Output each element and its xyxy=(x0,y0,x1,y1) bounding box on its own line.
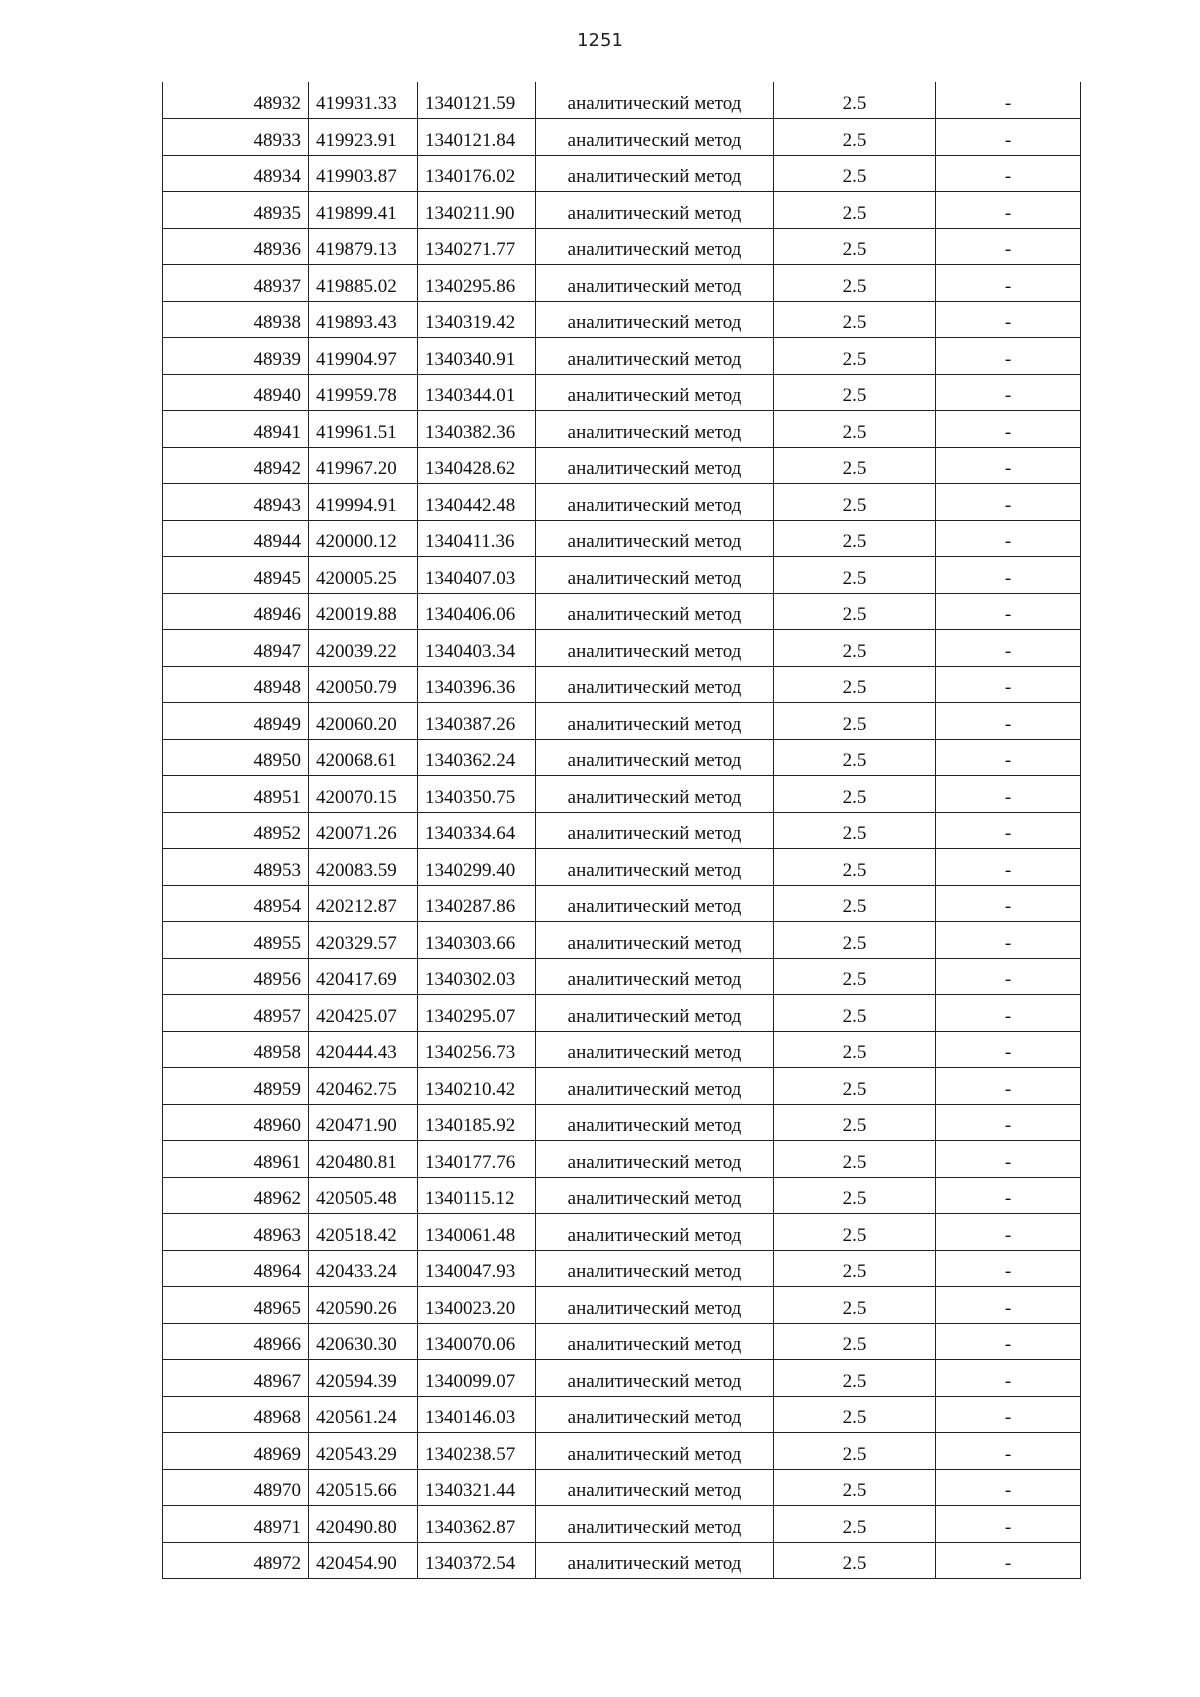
x-coordinate-cell: 420462.75 xyxy=(309,1068,418,1105)
method-cell: аналитический метод xyxy=(536,812,774,849)
y-coordinate-cell: 1340387.26 xyxy=(418,703,536,740)
y-coordinate-cell: 1340115.12 xyxy=(418,1177,536,1214)
y-coordinate-cell: 1340428.62 xyxy=(418,447,536,484)
accuracy-cell: 2.5 xyxy=(774,739,936,776)
accuracy-cell: 2.5 xyxy=(774,666,936,703)
method-cell: аналитический метод xyxy=(536,1104,774,1141)
table-row xyxy=(163,228,1081,265)
note-cell: - xyxy=(936,812,1081,849)
method-cell: аналитический метод xyxy=(536,739,774,776)
point-number-cell: 48937 xyxy=(163,265,309,302)
page-number: 1251 xyxy=(577,30,623,51)
accuracy-cell: 2.5 xyxy=(774,776,936,813)
note-cell: - xyxy=(936,1104,1081,1141)
y-coordinate-cell: 1340319.42 xyxy=(418,301,536,338)
table-row xyxy=(163,958,1081,995)
note-cell: - xyxy=(936,301,1081,338)
accuracy-cell: 2.5 xyxy=(774,155,936,192)
note-cell: - xyxy=(936,447,1081,484)
accuracy-cell: 2.5 xyxy=(774,1104,936,1141)
table-row xyxy=(163,520,1081,557)
accuracy-cell: 2.5 xyxy=(774,1396,936,1433)
note-cell: - xyxy=(936,849,1081,886)
y-coordinate-cell: 1340070.06 xyxy=(418,1323,536,1360)
y-coordinate-cell: 1340350.75 xyxy=(418,776,536,813)
table-row xyxy=(163,666,1081,703)
method-cell: аналитический метод xyxy=(536,885,774,922)
x-coordinate-cell: 419899.41 xyxy=(309,192,418,229)
accuracy-cell: 2.5 xyxy=(774,557,936,594)
method-cell: аналитический метод xyxy=(536,411,774,448)
point-number-cell: 48960 xyxy=(163,1104,309,1141)
y-coordinate-cell: 1340238.57 xyxy=(418,1433,536,1470)
note-cell: - xyxy=(936,1396,1081,1433)
point-number-cell: 48963 xyxy=(163,1214,309,1251)
coordinates-table xyxy=(162,82,1081,1579)
y-coordinate-cell: 1340295.86 xyxy=(418,265,536,302)
y-coordinate-cell: 1340121.59 xyxy=(418,82,536,119)
x-coordinate-cell: 420060.20 xyxy=(309,703,418,740)
note-cell: - xyxy=(936,1360,1081,1397)
point-number-cell: 48942 xyxy=(163,447,309,484)
note-cell: - xyxy=(936,1141,1081,1178)
x-coordinate-cell: 420425.07 xyxy=(309,995,418,1032)
x-coordinate-cell: 420454.90 xyxy=(309,1542,418,1579)
point-number-cell: 48932 xyxy=(163,82,309,119)
table-row xyxy=(163,739,1081,776)
note-cell: - xyxy=(936,228,1081,265)
point-number-cell: 48939 xyxy=(163,338,309,375)
table-row xyxy=(163,411,1081,448)
table-row xyxy=(163,338,1081,375)
accuracy-cell: 2.5 xyxy=(774,265,936,302)
y-coordinate-cell: 1340210.42 xyxy=(418,1068,536,1105)
method-cell: аналитический метод xyxy=(536,776,774,813)
accuracy-cell: 2.5 xyxy=(774,192,936,229)
note-cell: - xyxy=(936,119,1081,156)
table-row xyxy=(163,1287,1081,1324)
note-cell: - xyxy=(936,82,1081,119)
y-coordinate-cell: 1340121.84 xyxy=(418,119,536,156)
point-number-cell: 48936 xyxy=(163,228,309,265)
accuracy-cell: 2.5 xyxy=(774,484,936,521)
x-coordinate-cell: 419959.78 xyxy=(309,374,418,411)
x-coordinate-cell: 419903.87 xyxy=(309,155,418,192)
point-number-cell: 48945 xyxy=(163,557,309,594)
method-cell: аналитический метод xyxy=(536,228,774,265)
note-cell: - xyxy=(936,484,1081,521)
point-number-cell: 48954 xyxy=(163,885,309,922)
method-cell: аналитический метод xyxy=(536,703,774,740)
table-row xyxy=(163,1506,1081,1543)
note-cell: - xyxy=(936,885,1081,922)
accuracy-cell: 2.5 xyxy=(774,1031,936,1068)
method-cell: аналитический метод xyxy=(536,82,774,119)
x-coordinate-cell: 420070.15 xyxy=(309,776,418,813)
point-number-cell: 48962 xyxy=(163,1177,309,1214)
y-coordinate-cell: 1340295.07 xyxy=(418,995,536,1032)
x-coordinate-cell: 420518.42 xyxy=(309,1214,418,1251)
point-number-cell: 48953 xyxy=(163,849,309,886)
x-coordinate-cell: 420515.66 xyxy=(309,1469,418,1506)
y-coordinate-cell: 1340023.20 xyxy=(418,1287,536,1324)
table-row xyxy=(163,703,1081,740)
accuracy-cell: 2.5 xyxy=(774,301,936,338)
accuracy-cell: 2.5 xyxy=(774,1068,936,1105)
method-cell: аналитический метод xyxy=(536,1542,774,1579)
table-row xyxy=(163,1323,1081,1360)
x-coordinate-cell: 419904.97 xyxy=(309,338,418,375)
y-coordinate-cell: 1340047.93 xyxy=(418,1250,536,1287)
note-cell: - xyxy=(936,374,1081,411)
accuracy-cell: 2.5 xyxy=(774,1323,936,1360)
x-coordinate-cell: 420039.22 xyxy=(309,630,418,667)
table-row xyxy=(163,192,1081,229)
y-coordinate-cell: 1340362.24 xyxy=(418,739,536,776)
y-coordinate-cell: 1340177.76 xyxy=(418,1141,536,1178)
table-row xyxy=(163,995,1081,1032)
note-cell: - xyxy=(936,1068,1081,1105)
method-cell: аналитический метод xyxy=(536,1177,774,1214)
note-cell: - xyxy=(936,1323,1081,1360)
table-row xyxy=(163,812,1081,849)
method-cell: аналитический метод xyxy=(536,1433,774,1470)
note-cell: - xyxy=(936,1031,1081,1068)
y-coordinate-cell: 1340302.03 xyxy=(418,958,536,995)
y-coordinate-cell: 1340403.34 xyxy=(418,630,536,667)
accuracy-cell: 2.5 xyxy=(774,228,936,265)
accuracy-cell: 2.5 xyxy=(774,1214,936,1251)
x-coordinate-cell: 419967.20 xyxy=(309,447,418,484)
note-cell: - xyxy=(936,922,1081,959)
method-cell: аналитический метод xyxy=(536,1031,774,1068)
note-cell: - xyxy=(936,155,1081,192)
method-cell: аналитический метод xyxy=(536,1068,774,1105)
x-coordinate-cell: 419923.91 xyxy=(309,119,418,156)
accuracy-cell: 2.5 xyxy=(774,338,936,375)
point-number-cell: 48959 xyxy=(163,1068,309,1105)
note-cell: - xyxy=(936,666,1081,703)
x-coordinate-cell: 419879.13 xyxy=(309,228,418,265)
table-row xyxy=(163,1469,1081,1506)
y-coordinate-cell: 1340334.64 xyxy=(418,812,536,849)
table-row xyxy=(163,265,1081,302)
y-coordinate-cell: 1340287.86 xyxy=(418,885,536,922)
y-coordinate-cell: 1340146.03 xyxy=(418,1396,536,1433)
point-number-cell: 48941 xyxy=(163,411,309,448)
note-cell: - xyxy=(936,1542,1081,1579)
method-cell: аналитический метод xyxy=(536,666,774,703)
note-cell: - xyxy=(936,995,1081,1032)
x-coordinate-cell: 420000.12 xyxy=(309,520,418,557)
note-cell: - xyxy=(936,192,1081,229)
method-cell: аналитический метод xyxy=(536,1287,774,1324)
x-coordinate-cell: 419893.43 xyxy=(309,301,418,338)
accuracy-cell: 2.5 xyxy=(774,374,936,411)
method-cell: аналитический метод xyxy=(536,119,774,156)
table-row xyxy=(163,1177,1081,1214)
x-coordinate-cell: 420019.88 xyxy=(309,593,418,630)
method-cell: аналитический метод xyxy=(536,1214,774,1251)
point-number-cell: 48958 xyxy=(163,1031,309,1068)
table-row xyxy=(163,1433,1081,1470)
y-coordinate-cell: 1340406.06 xyxy=(418,593,536,630)
accuracy-cell: 2.5 xyxy=(774,593,936,630)
point-number-cell: 48970 xyxy=(163,1469,309,1506)
table-row xyxy=(163,155,1081,192)
method-cell: аналитический метод xyxy=(536,1250,774,1287)
table-row xyxy=(163,1104,1081,1141)
point-number-cell: 48938 xyxy=(163,301,309,338)
method-cell: аналитический метод xyxy=(536,301,774,338)
accuracy-cell: 2.5 xyxy=(774,1360,936,1397)
point-number-cell: 48969 xyxy=(163,1433,309,1470)
note-cell: - xyxy=(936,1177,1081,1214)
y-coordinate-cell: 1340362.87 xyxy=(418,1506,536,1543)
method-cell: аналитический метод xyxy=(536,155,774,192)
accuracy-cell: 2.5 xyxy=(774,1141,936,1178)
note-cell: - xyxy=(936,776,1081,813)
method-cell: аналитический метод xyxy=(536,557,774,594)
y-coordinate-cell: 1340396.36 xyxy=(418,666,536,703)
accuracy-cell: 2.5 xyxy=(774,1542,936,1579)
y-coordinate-cell: 1340061.48 xyxy=(418,1214,536,1251)
note-cell: - xyxy=(936,630,1081,667)
table-row xyxy=(163,374,1081,411)
x-coordinate-cell: 420083.59 xyxy=(309,849,418,886)
table-row xyxy=(163,1542,1081,1579)
accuracy-cell: 2.5 xyxy=(774,520,936,557)
note-cell: - xyxy=(936,1214,1081,1251)
y-coordinate-cell: 1340299.40 xyxy=(418,849,536,886)
note-cell: - xyxy=(936,1287,1081,1324)
table-row xyxy=(163,1141,1081,1178)
accuracy-cell: 2.5 xyxy=(774,958,936,995)
note-cell: - xyxy=(936,593,1081,630)
note-cell: - xyxy=(936,703,1081,740)
method-cell: аналитический метод xyxy=(536,958,774,995)
note-cell: - xyxy=(936,557,1081,594)
x-coordinate-cell: 420071.26 xyxy=(309,812,418,849)
accuracy-cell: 2.5 xyxy=(774,849,936,886)
x-coordinate-cell: 420444.43 xyxy=(309,1031,418,1068)
point-number-cell: 48943 xyxy=(163,484,309,521)
x-coordinate-cell: 420417.69 xyxy=(309,958,418,995)
accuracy-cell: 2.5 xyxy=(774,447,936,484)
x-coordinate-cell: 420005.25 xyxy=(309,557,418,594)
accuracy-cell: 2.5 xyxy=(774,1250,936,1287)
accuracy-cell: 2.5 xyxy=(774,922,936,959)
point-number-cell: 48948 xyxy=(163,666,309,703)
method-cell: аналитический метод xyxy=(536,265,774,302)
method-cell: аналитический метод xyxy=(536,995,774,1032)
coordinates-table-body xyxy=(163,82,1081,1579)
table-row xyxy=(163,1031,1081,1068)
note-cell: - xyxy=(936,411,1081,448)
x-coordinate-cell: 419885.02 xyxy=(309,265,418,302)
x-coordinate-cell: 420594.39 xyxy=(309,1360,418,1397)
accuracy-cell: 2.5 xyxy=(774,119,936,156)
point-number-cell: 48955 xyxy=(163,922,309,959)
accuracy-cell: 2.5 xyxy=(774,1177,936,1214)
point-number-cell: 48966 xyxy=(163,1323,309,1360)
table-row xyxy=(163,484,1081,521)
table-row xyxy=(163,776,1081,813)
table-row xyxy=(163,849,1081,886)
y-coordinate-cell: 1340303.66 xyxy=(418,922,536,959)
method-cell: аналитический метод xyxy=(536,849,774,886)
table-row xyxy=(163,1068,1081,1105)
table-row xyxy=(163,557,1081,594)
y-coordinate-cell: 1340256.73 xyxy=(418,1031,536,1068)
point-number-cell: 48951 xyxy=(163,776,309,813)
table-row xyxy=(163,593,1081,630)
table-row xyxy=(163,447,1081,484)
x-coordinate-cell: 420490.80 xyxy=(309,1506,418,1543)
method-cell: аналитический метод xyxy=(536,1141,774,1178)
point-number-cell: 48935 xyxy=(163,192,309,229)
y-coordinate-cell: 1340372.54 xyxy=(418,1542,536,1579)
accuracy-cell: 2.5 xyxy=(774,885,936,922)
method-cell: аналитический метод xyxy=(536,520,774,557)
table-row xyxy=(163,1250,1081,1287)
accuracy-cell: 2.5 xyxy=(774,630,936,667)
method-cell: аналитический метод xyxy=(536,1506,774,1543)
x-coordinate-cell: 420068.61 xyxy=(309,739,418,776)
y-coordinate-cell: 1340099.07 xyxy=(418,1360,536,1397)
method-cell: аналитический метод xyxy=(536,922,774,959)
table-row xyxy=(163,1396,1081,1433)
table-row xyxy=(163,885,1081,922)
method-cell: аналитический метод xyxy=(536,374,774,411)
point-number-cell: 48957 xyxy=(163,995,309,1032)
note-cell: - xyxy=(936,1250,1081,1287)
table-row xyxy=(163,922,1081,959)
accuracy-cell: 2.5 xyxy=(774,1506,936,1543)
x-coordinate-cell: 420050.79 xyxy=(309,666,418,703)
point-number-cell: 48950 xyxy=(163,739,309,776)
note-cell: - xyxy=(936,739,1081,776)
y-coordinate-cell: 1340185.92 xyxy=(418,1104,536,1141)
point-number-cell: 48968 xyxy=(163,1396,309,1433)
accuracy-cell: 2.5 xyxy=(774,411,936,448)
method-cell: аналитический метод xyxy=(536,1469,774,1506)
point-number-cell: 48933 xyxy=(163,119,309,156)
point-number-cell: 48972 xyxy=(163,1542,309,1579)
point-number-cell: 48940 xyxy=(163,374,309,411)
note-cell: - xyxy=(936,265,1081,302)
point-number-cell: 48964 xyxy=(163,1250,309,1287)
point-number-cell: 48952 xyxy=(163,812,309,849)
note-cell: - xyxy=(936,520,1081,557)
y-coordinate-cell: 1340321.44 xyxy=(418,1469,536,1506)
method-cell: аналитический метод xyxy=(536,192,774,229)
y-coordinate-cell: 1340340.91 xyxy=(418,338,536,375)
point-number-cell: 48967 xyxy=(163,1360,309,1397)
x-coordinate-cell: 420433.24 xyxy=(309,1250,418,1287)
point-number-cell: 48956 xyxy=(163,958,309,995)
x-coordinate-cell: 420543.29 xyxy=(309,1433,418,1470)
note-cell: - xyxy=(936,1469,1081,1506)
y-coordinate-cell: 1340271.77 xyxy=(418,228,536,265)
note-cell: - xyxy=(936,1506,1081,1543)
method-cell: аналитический метод xyxy=(536,1323,774,1360)
y-coordinate-cell: 1340382.36 xyxy=(418,411,536,448)
x-coordinate-cell: 419961.51 xyxy=(309,411,418,448)
method-cell: аналитический метод xyxy=(536,338,774,375)
point-number-cell: 48944 xyxy=(163,520,309,557)
x-coordinate-cell: 419994.91 xyxy=(309,484,418,521)
x-coordinate-cell: 420561.24 xyxy=(309,1396,418,1433)
accuracy-cell: 2.5 xyxy=(774,82,936,119)
note-cell: - xyxy=(936,338,1081,375)
point-number-cell: 48965 xyxy=(163,1287,309,1324)
accuracy-cell: 2.5 xyxy=(774,1433,936,1470)
accuracy-cell: 2.5 xyxy=(774,812,936,849)
point-number-cell: 48946 xyxy=(163,593,309,630)
table-row xyxy=(163,301,1081,338)
method-cell: аналитический метод xyxy=(536,484,774,521)
x-coordinate-cell: 419931.33 xyxy=(309,82,418,119)
point-number-cell: 48947 xyxy=(163,630,309,667)
point-number-cell: 48934 xyxy=(163,155,309,192)
y-coordinate-cell: 1340344.01 xyxy=(418,374,536,411)
y-coordinate-cell: 1340411.36 xyxy=(418,520,536,557)
method-cell: аналитический метод xyxy=(536,593,774,630)
note-cell: - xyxy=(936,958,1081,995)
x-coordinate-cell: 420590.26 xyxy=(309,1287,418,1324)
table-row xyxy=(163,82,1081,119)
table-row xyxy=(163,630,1081,667)
y-coordinate-cell: 1340211.90 xyxy=(418,192,536,229)
accuracy-cell: 2.5 xyxy=(774,1287,936,1324)
y-coordinate-cell: 1340442.48 xyxy=(418,484,536,521)
method-cell: аналитический метод xyxy=(536,1360,774,1397)
table-row xyxy=(163,1214,1081,1251)
x-coordinate-cell: 420471.90 xyxy=(309,1104,418,1141)
accuracy-cell: 2.5 xyxy=(774,995,936,1032)
table-row xyxy=(163,1360,1081,1397)
x-coordinate-cell: 420480.81 xyxy=(309,1141,418,1178)
accuracy-cell: 2.5 xyxy=(774,703,936,740)
point-number-cell: 48971 xyxy=(163,1506,309,1543)
x-coordinate-cell: 420212.87 xyxy=(309,885,418,922)
point-number-cell: 48949 xyxy=(163,703,309,740)
method-cell: аналитический метод xyxy=(536,630,774,667)
table-row xyxy=(163,119,1081,156)
point-number-cell: 48961 xyxy=(163,1141,309,1178)
x-coordinate-cell: 420329.57 xyxy=(309,922,418,959)
method-cell: аналитический метод xyxy=(536,1396,774,1433)
y-coordinate-cell: 1340407.03 xyxy=(418,557,536,594)
x-coordinate-cell: 420505.48 xyxy=(309,1177,418,1214)
accuracy-cell: 2.5 xyxy=(774,1469,936,1506)
y-coordinate-cell: 1340176.02 xyxy=(418,155,536,192)
x-coordinate-cell: 420630.30 xyxy=(309,1323,418,1360)
note-cell: - xyxy=(936,1433,1081,1470)
method-cell: аналитический метод xyxy=(536,447,774,484)
